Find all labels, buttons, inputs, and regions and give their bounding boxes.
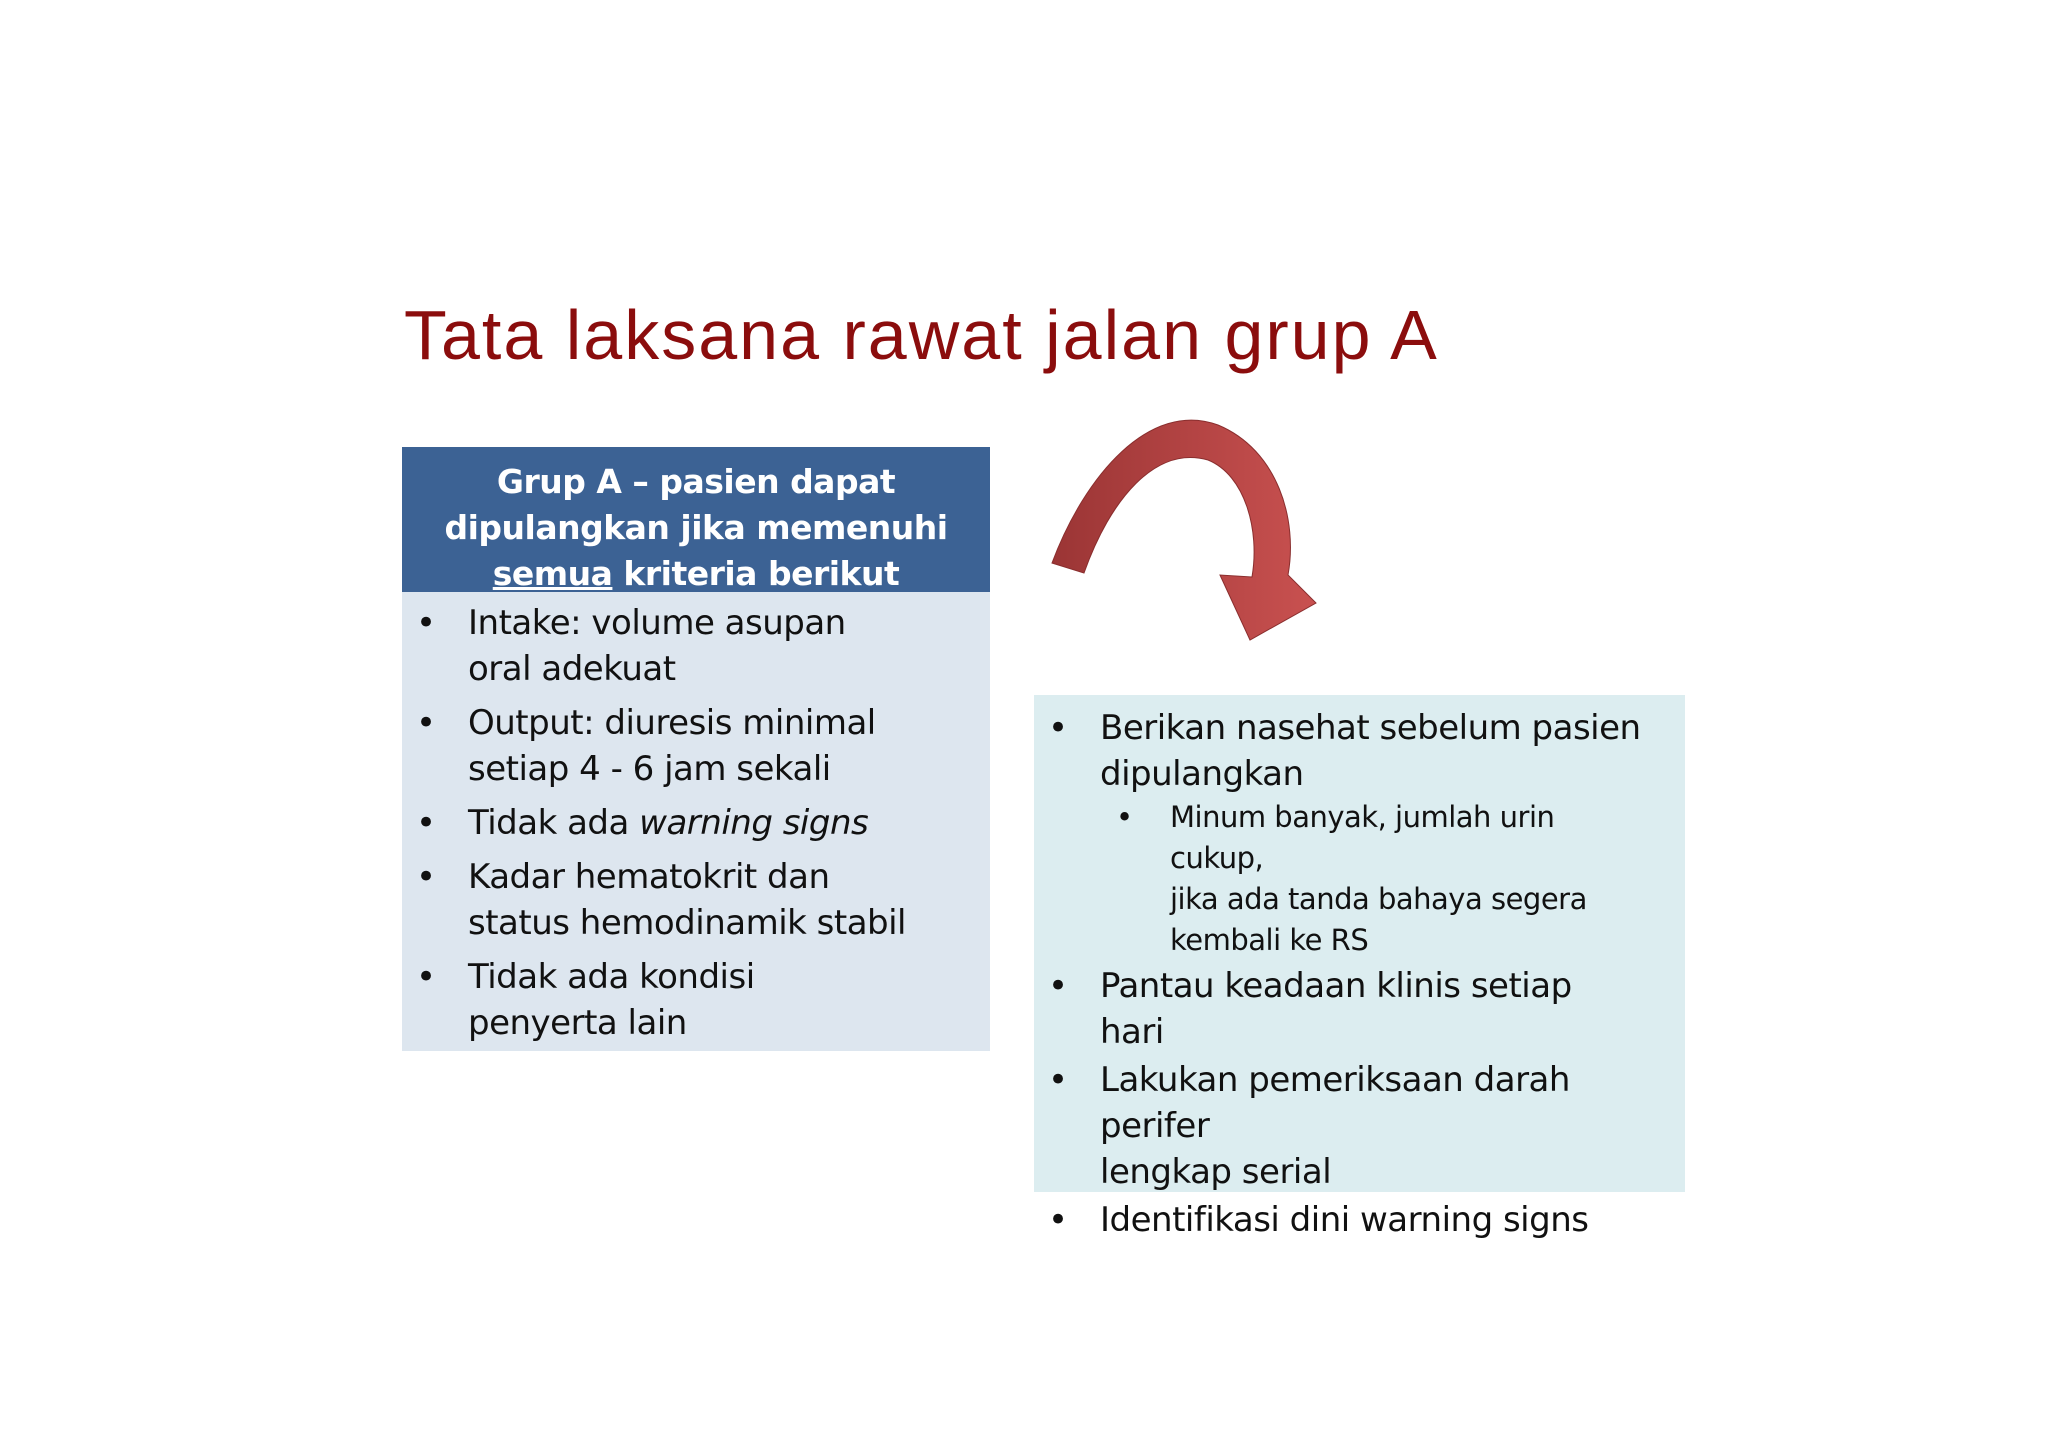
advice-item-pemeriksaan xyxy=(1034,1057,1685,1195)
advice-sub-line: Minum banyak, jumlah urin xyxy=(1170,800,1555,834)
bullet-icon: • xyxy=(416,803,436,843)
criteria-item-prefix: Tidak ada xyxy=(468,803,640,843)
advice-sub-item xyxy=(1100,797,1685,961)
criteria-item-emphasis: warning signs xyxy=(639,803,869,843)
criteria-item-warning-signs xyxy=(402,800,990,846)
advice-item-line: Pantau keadaan klinis setiap xyxy=(1100,966,1572,1006)
criteria-panel xyxy=(402,447,990,1051)
advice-item-line: dipulangkan xyxy=(1100,754,1304,794)
criteria-item-hematokrit xyxy=(402,854,990,946)
criteria-list xyxy=(402,592,990,1046)
criteria-item-line: Kadar hematokrit dan xyxy=(468,857,830,897)
advice-list xyxy=(1034,695,1685,1243)
advice-sub-line: jika ada tanda bahaya segera xyxy=(1170,882,1587,916)
advice-sub-line: kembali ke RS xyxy=(1170,923,1369,957)
criteria-header-line1: Grup A – pasien dapat xyxy=(496,462,896,501)
criteria-item-line: Tidak ada kondisi xyxy=(468,957,755,997)
advice-item-line: Identifikasi dini warning signs xyxy=(1100,1200,1589,1240)
bullet-icon: • xyxy=(1048,1200,1068,1240)
criteria-item-line: setiap 4 - 6 jam sekali xyxy=(468,749,831,789)
advice-panel xyxy=(1034,695,1685,1240)
advice-item-identifikasi xyxy=(1034,1197,1685,1243)
bullet-icon: • xyxy=(1048,1060,1068,1100)
criteria-item-line: Output: diuresis minimal xyxy=(468,703,876,743)
criteria-item-intake xyxy=(402,600,990,692)
criteria-header xyxy=(402,447,990,592)
bullet-icon: • xyxy=(416,703,436,743)
advice-sub-list xyxy=(1100,797,1685,961)
bullet-icon: • xyxy=(1116,800,1133,834)
criteria-item-line: penyerta lain xyxy=(468,1003,687,1043)
criteria-item-line: status hemodinamik stabil xyxy=(468,903,906,943)
criteria-header-line3 xyxy=(402,551,990,597)
curved-arrow-shape xyxy=(1052,420,1316,640)
criteria-item-kondisi xyxy=(402,954,990,1046)
advice-item-nasehat xyxy=(1034,705,1685,961)
curved-arrow-icon xyxy=(1040,405,1340,645)
bullet-icon: • xyxy=(1048,708,1068,748)
bullet-icon: • xyxy=(416,857,436,897)
bullet-icon: • xyxy=(1048,966,1068,1006)
criteria-header-line2: dipulangkan jika memenuhi xyxy=(444,508,948,547)
slide-title: Tata laksana rawat jalan grup A xyxy=(404,296,1439,374)
advice-sub-line: cukup, xyxy=(1170,841,1264,875)
advice-item-line: Berikan nasehat sebelum pasien xyxy=(1100,708,1641,748)
advice-item-line: Lakukan pemeriksaan darah perifer xyxy=(1100,1060,1570,1146)
advice-item-line: hari xyxy=(1100,1012,1164,1052)
criteria-item-line: Intake: volume asupan xyxy=(468,603,846,643)
criteria-item-line: oral adekuat xyxy=(468,649,676,689)
advice-item-line: lengkap serial xyxy=(1100,1152,1332,1192)
criteria-header-rest: kriteria berikut xyxy=(612,554,900,593)
bullet-icon: • xyxy=(416,957,436,997)
bullet-icon: • xyxy=(416,603,436,643)
criteria-item-output xyxy=(402,700,990,792)
criteria-item-line xyxy=(468,800,990,846)
criteria-header-underlined: semua xyxy=(492,554,613,593)
advice-item-pantau xyxy=(1034,963,1685,1055)
